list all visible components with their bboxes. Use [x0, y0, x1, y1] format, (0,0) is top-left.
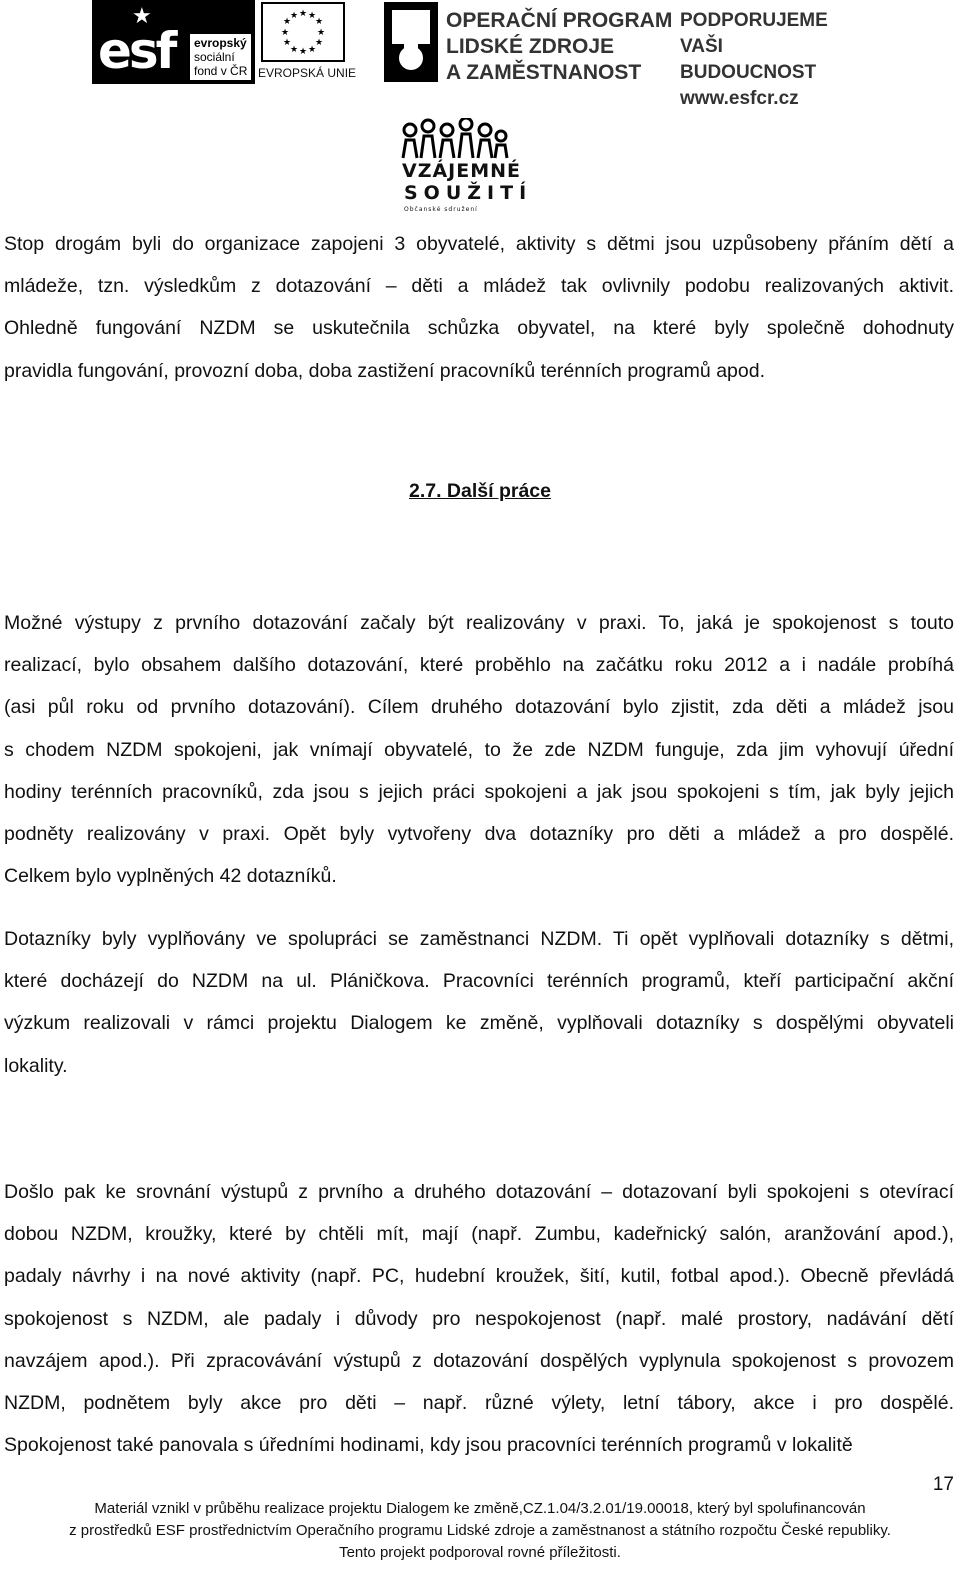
- paragraph-4: [4, 1171, 954, 1466]
- star-icon: ★: [132, 4, 152, 29]
- footer-line-3: Tento projekt podporoval rovné příležitosti.: [339, 1544, 621, 1561]
- svg-text:★: ★: [289, 45, 299, 55]
- text-line: Možné výstupy z prvního dotazování začaly být realizovány v praxi. To, jaká je spokojenost s touto: [4, 612, 954, 634]
- logo-line-2: SOUŽITÍ: [404, 182, 533, 204]
- text-line: lokality.: [4, 1054, 68, 1077]
- page-number: 17: [932, 1474, 954, 1495]
- text-line: Stop drogám byli do organizace zapojeni 3 obyvatelé, aktivity s dětmi jsou uzpůsobeny přáním dětí a: [4, 233, 954, 255]
- esf-logo: [92, 0, 255, 84]
- svg-text:★: ★: [307, 11, 317, 21]
- op-title: [446, 8, 672, 86]
- svg-text:★: ★: [314, 17, 324, 27]
- op-line-3: A ZAMĚSTNANOST: [446, 61, 642, 84]
- text-line: hodiny terénních pracovníků, zda jsou s jejich práci spokojeni a jak jsou spokojeni s tím, jak byly jejich: [4, 780, 954, 803]
- text-line: s chodem NZDM spokojeni, jak vnímají obyvatelé, to že zde NZDM funguje, zda jim vyhovují úřední: [4, 738, 954, 761]
- text-line: pravidla fungování, provozní doba, doba zastižení pracovníků terénních programů apod.: [4, 359, 765, 382]
- text-line: dobou NZDM, kroužky, které by chtěli mít, mají (např. Zumbu, kadeřnický salón, aranžování apod.),: [4, 1223, 954, 1246]
- support-line-1: PODPORUJEME: [680, 10, 828, 31]
- support-url: www.esfcr.cz: [680, 88, 799, 109]
- eu-stars-icon: [263, 4, 343, 60]
- footer-line-2: z prostředků ESF prostřednictvím Operačního programu Lidské zdroje a zaměstnanost a státního rozpočtu České republiky.: [69, 1522, 891, 1539]
- esf-logo-letters: esf: [98, 22, 175, 80]
- svg-text:★: ★: [280, 28, 290, 38]
- esf-line-3: fond v ČR: [194, 64, 248, 78]
- text-line: (asi půl roku od prvního dotazování). Cílem druhého dotazování bylo zjistit, zda děti a mládež jsou: [4, 696, 954, 719]
- logo-line-3: Občanské sdružení: [404, 206, 478, 213]
- people-group-icon: [400, 118, 510, 160]
- text-line: padaly návrhy i na nové aktivity (např. PC, hudební kroužek, šití, kutil, fotbal apod.). Obecně převládá: [4, 1265, 954, 1288]
- text-line: Ohledně fungování NZDM se uskutečnila schůzka obyvatel, na které byly společně dohodnuty: [4, 317, 954, 340]
- support-slogan: [680, 8, 864, 112]
- svg-text:★: ★: [282, 38, 292, 48]
- op-line-2: LIDSKÉ ZDROJE: [446, 35, 615, 58]
- svg-text:★: ★: [307, 45, 317, 55]
- op-logo: [382, 0, 864, 109]
- esf-line-2: sociální: [194, 50, 235, 64]
- svg-text:★: ★: [298, 9, 308, 19]
- text-line: výzkum realizovali v rámci projektu Dialogem ke změně, vyplňovali dotazníky s dospělými obyvateli: [4, 1012, 954, 1035]
- text-line: spokojenost s NZDM, ale padaly i důvody pro nespokojenost (např. malé prostory, nadávání dětí: [4, 1307, 954, 1330]
- svg-text:★: ★: [282, 17, 292, 27]
- text-line: které docházejí do NZDM na ul. Pláničkova. Pracovníci terénních programů, kteří participační akční: [4, 970, 954, 993]
- vzajemne-souziti-logo: [400, 118, 533, 214]
- footer-line-1: Materiál vznikl v průběhu realizace projektu Dialogem ke změně,CZ.1.04/3.2.01/19.00018, který byl spolufinancován: [94, 1500, 866, 1517]
- text-line: podněty realizovány v praxi. Opět byly vytvořeny dva dotazníky pro děti a mládež a pro dospělé.: [4, 822, 954, 845]
- svg-text:★: ★: [314, 38, 324, 48]
- svg-text:★: ★: [289, 11, 299, 21]
- svg-text:★: ★: [298, 47, 308, 57]
- support-line-2: VAŠI BUDOUCNOST: [680, 36, 817, 83]
- section-heading: [0, 480, 960, 503]
- paragraph-3: [4, 918, 954, 1087]
- text-line: Dotazníky byly vyplňovány ve spolupráci se zaměstnanci NZDM. Ti opět vyplňovali dotazníky s dětmi,: [4, 928, 954, 950]
- text-line: NZDM, podnětem byly akce pro děti – např. různé výlety, letní tábory, akce i pro dospělé.: [4, 1391, 954, 1414]
- op-line-1: OPERAČNÍ PROGRAM: [446, 9, 673, 32]
- footer: [0, 1498, 960, 1564]
- esf-logo-text: [190, 34, 251, 80]
- text-line: mládeže, tzn. výsledkům z dotazování – děti a mládež tak ovlivnily podobu realizovaných aktivit.: [4, 275, 954, 298]
- text-line: Celkem bylo vyplněných 42 dotazníků.: [4, 865, 337, 888]
- paragraph-2: [4, 602, 954, 897]
- text-line: Došlo pak ke srovnání výstupů z prvního a druhého dotazování – dotazovaní byli spokojeni s otevírací: [4, 1181, 954, 1203]
- svg-text:★: ★: [316, 28, 326, 38]
- text-line: realizací, bylo obsahem dalšího dotazování, které proběhlo na začátku roku 2012 a i nadále probíhá: [4, 654, 954, 677]
- eu-label: EVROPSKÁ UNIE: [258, 66, 357, 80]
- section-heading-text: 2.7. Další práce: [408, 480, 551, 502]
- op-puzzle-icon: [382, 0, 440, 84]
- logo-line-1: VZÁJEMNÉ: [402, 160, 522, 182]
- eu-flag-icon: [261, 2, 345, 62]
- esf-line-1: evropský: [194, 36, 247, 50]
- text-line: Spokojenost také panovala s úředními hodinami, kdy jsou pracovníci terénních programů v lokalitě: [4, 1434, 853, 1457]
- text-line: navzájem apod.). Při zpracovávání výstupů z dotazování dospělých vyplynula spokojenost s provozem: [4, 1349, 954, 1372]
- eu-logo: [258, 2, 357, 84]
- header-logos: [92, 0, 864, 109]
- paragraph-1: [4, 223, 954, 392]
